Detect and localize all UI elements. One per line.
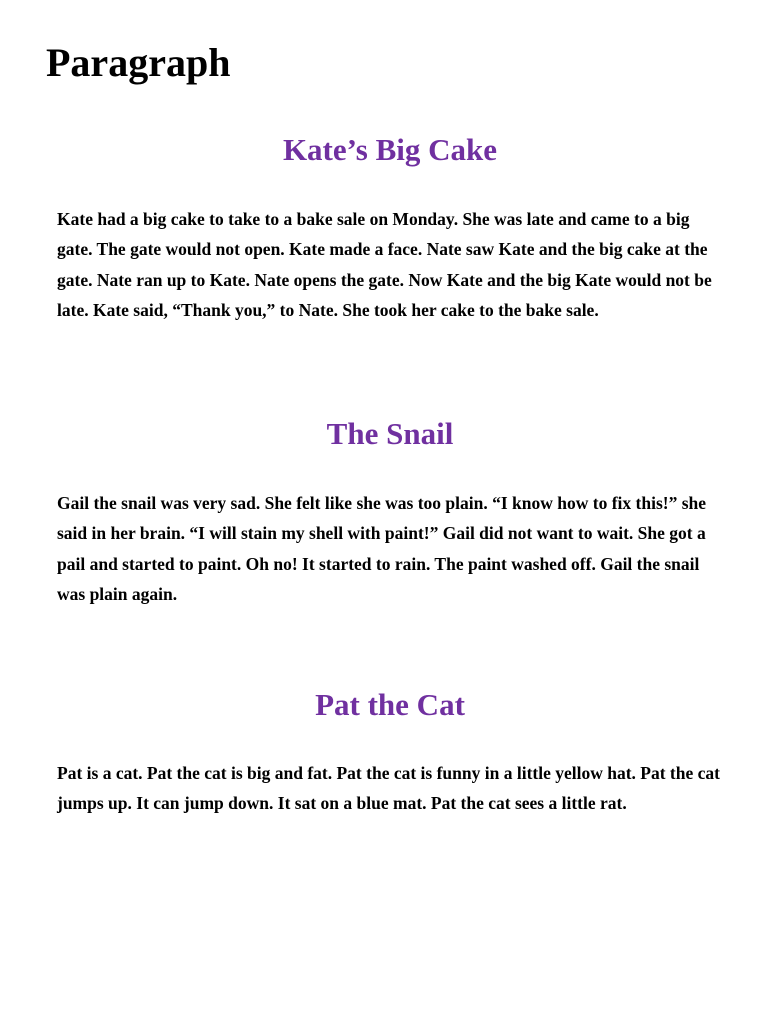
story-paragraph-the-snail: Gail the snail was very sad. She felt like she was too plain. “I know how to fix this!” she said in her brain. “I will stain my shell with paint!” Gail did not want to wait. She got a pail and started to paint. Oh no! It started to rain. The paint washed off. Gail the snail was plain again. <box>57 493 707 604</box>
story-paragraph-pat-the-cat: Pat is a cat. Pat the cat is big and fat. Pat the cat is funny in a little yellow hat. Pat the cat jumps up. It can jump down. It sat on a blue mat. Pat the cat sees a little rat. <box>57 763 720 814</box>
story-paragraph-kates-big-cake: Kate had a big cake to take to a bake sale on Monday. She was late and came to a big gate. The gate would not open. Kate made a face. Nate saw Kate and the big cake at the gate. Nate ran up to Kate. Nate opens the gate. Now Kate and the big Kate would not be late. Kate said, “Thank you,” to Nate. She took her cake to the bake sale. <box>57 209 712 320</box>
story-title-pat-the-cat: Pat the Cat <box>315 687 465 722</box>
story-title-kates-big-cake: Kate’s Big Cake <box>282 132 498 167</box>
story-title-the-snail: The Snail <box>326 416 454 451</box>
page-title: Paragraph <box>46 40 231 85</box>
